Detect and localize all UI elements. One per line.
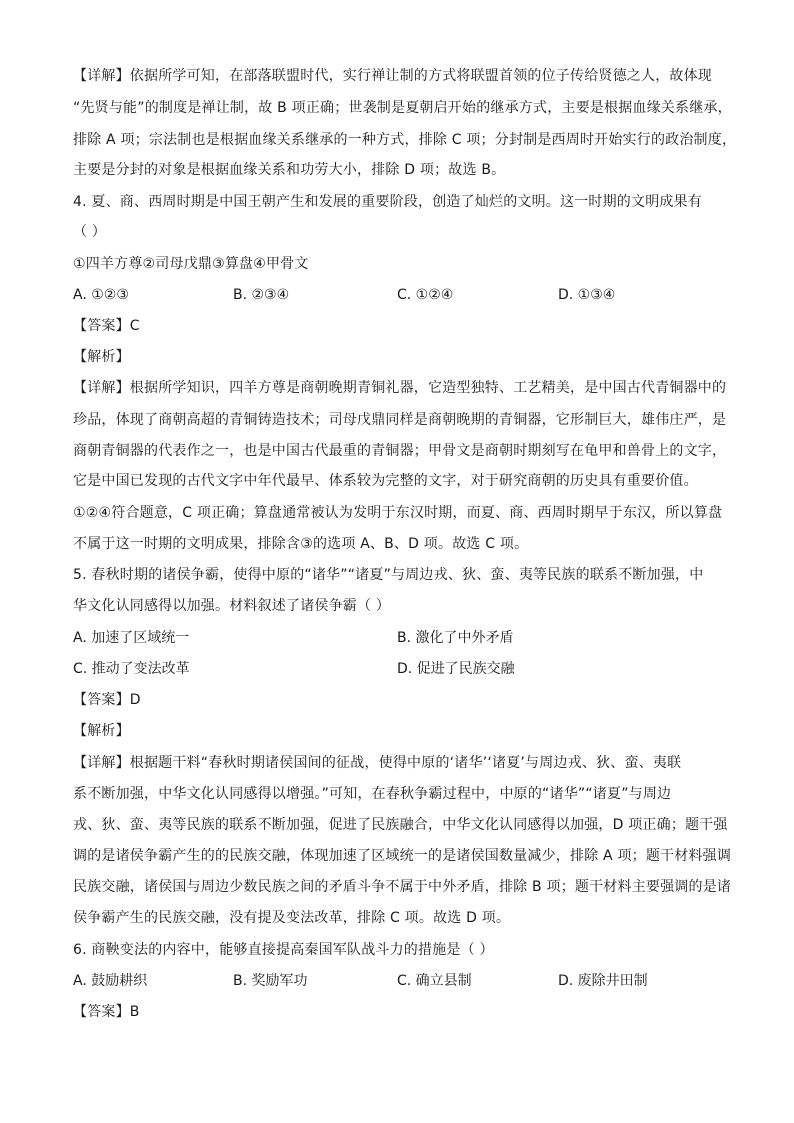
q4-explain-line: 不属于这一时期的文明成果，排除含③的选项 A、B、D 项。故选 C 项。 [73,536,529,552]
q6-stem: 6. 商鞅变法的内容中，能够直接提高秦国军队战斗力的措施是（ ） [73,942,494,958]
q5-option-b: B. 激化了中外矛盾 [397,630,514,646]
q4-answer: 【答案】C [73,318,140,334]
q4-stem-line: 4. 夏、商、西周时期是中国王朝产生和发展的重要阶段，创造了灿烂的文明。这一时期的文明成果有 [73,194,703,210]
q3-explain-line: 排除 A 项；宗法制也是根据血缘关系继承的一种方式，排除 C 项；分封制是西周时开始实行的政治制度， [73,132,737,148]
q4-items: ①四羊方尊②司母戊鼎③算盘④甲骨文 [73,256,309,272]
q3-explain-line: “先贤与能”的制度是禅让制，故 B 项正确；世袭制是夏朝启开始的继承方式，主要是根据血缘关系继承， [73,100,732,116]
q4-explain-line: 它是中国已发现的古代文字中年代最早、体系较为完整的文字，对于研究商朝的历史具有重要价值。 [73,473,698,489]
q5-option-c: C. 推动了变法改革 [73,661,190,677]
q4-explain-line: ①②④符合题意，C 项正确；算盘通常被认为发明于东汉时期，而夏、商、西周时期早于东汉，所以算盘 [73,505,723,521]
q4-option-a: A. ①②③ [73,287,129,303]
q5-explain-line: 【详解】根据题干料“春秋时期诸侯国间的征战，使得中原的‘诸华’‘诸夏’与周边戎、狄、蛮、夷联 [73,755,682,771]
q5-option-d: D. 促进了民族交融 [397,661,515,677]
q5-explain-line: 戎、狄、蛮、夷等民族的联系不断加强，促进了民族融合，中华文化认同感得以加强，D 项正确；题干强 [73,817,728,833]
q4-option-c: C. ①②④ [397,287,454,303]
q5-option-a: A. 加速了区域统一 [73,630,190,646]
q4-option-b: B. ②③④ [233,287,290,303]
q5-answer: 【答案】D [73,692,141,708]
q3-explain-line: 主要是分封的对象是根据血缘关系和功劳大小，排除 D 项；故选 B。 [73,162,506,178]
q6-option-c: C. 确立县制 [397,973,472,989]
q4-explain-line: 珍品，体现了商朝高超的青铜铸造技术；司母戊鼎同样是商朝晚期的青铜器，它形制巨大，雄伟庄严，是 [73,412,727,428]
q6-option-b: B. 奖励军功 [233,973,308,989]
q5-explain-line: 调的是诸侯争霸产生的的民族交融，体现加速了区域统一的是诸侯国数量减少，排除 A 项；题干材料强调 [73,848,732,864]
q4-option-d: D. ①③④ [558,287,616,303]
q5-explain-line: 侯争霸产生的民族交融，没有提及变法改革，排除 C 项。故选 D 项。 [73,910,511,926]
q4-stem-line: （ ） [73,224,107,240]
q6-answer: 【答案】B [73,1004,140,1020]
q6-option-d: D. 废除井田制 [558,973,648,989]
q5-analysis-heading: 【解析】 [73,723,130,739]
q5-stem-line: 5. 春秋时期的诸侯争霸，使得中原的“诸华”“诸夏”与周边戎、狄、蛮、夷等民族的联系不断加强，中 [73,567,704,583]
q4-analysis-heading: 【解析】 [73,349,130,365]
q5-explain-line: 系不断加强，中华文化认同感得以增强。”可知，在春秋争霸过程中，中原的“诸华”“诸夏”与周边 [73,786,672,802]
q4-explain-line: 商朝青铜器的代表作之一，也是中国古代最重的青铜器；甲骨文是商朝时期刻写在龟甲和兽骨上的文字， [73,443,727,459]
q6-option-a: A. 鼓励耕织 [73,973,148,989]
q5-stem-line: 华文化认同感得以加强。材料叙述了诸侯争霸（ ） [73,598,391,614]
q4-explain-line: 【详解】根据所学知识，四羊方尊是商朝晚期青铜礼器，它造型独特、工艺精美，是中国古代青铜器中的 [73,380,727,396]
q3-explain-line: 【详解】依据所学可知，在部落联盟时代，实行禅让制的方式将联盟首领的位子传给贤德之人，故体现 [73,68,712,84]
q5-explain-line: 民族交融，诸侯国与周边少数民族之间的矛盾斗争不属于中外矛盾，排除 B 项；题干材料主要强调的是诸 [73,879,732,895]
